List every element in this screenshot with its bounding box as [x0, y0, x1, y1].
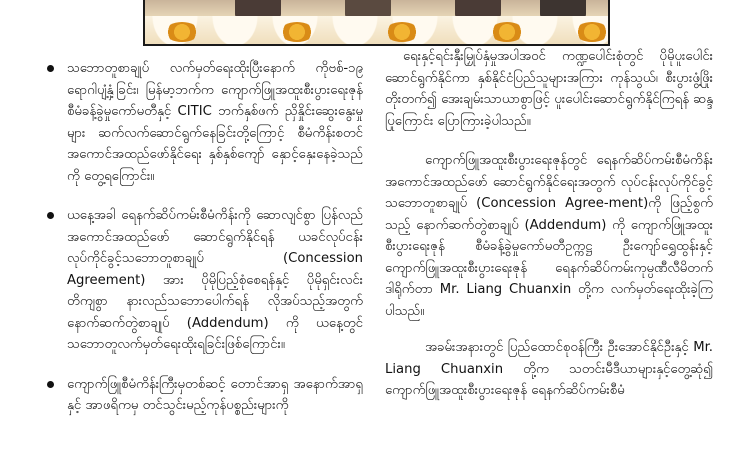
continuation-paragraph: ရေးနှင့်ရင်းနှီးမြှုပ်နှံမှုအပါအဝင် ကဏ္ဍပေါင်းစုံတွင် ပိုမိုပူးပေါင်းဆောင်ရွက်နိုင်ကာ နှစ်နိုင်ငံပြည်သူများအကြား ကုန်သွယ်၊ စီးပွားဖွံ့ဖြိုးတိုးတက်၍ အေးချမ်းသာယာစွာဖြင့် ပူးပေါင်းဆောင်ရွက်နိုင်ကြရန် ဆန္ဒပြုကြောင်း ပြောကြားခဲ့ပါသည်။ [385, 49, 713, 129]
bullet-item [45, 58, 363, 187]
bullet-item [45, 205, 363, 356]
bullet-text: ယနေ့အခါ ရေနက်ဆိပ်ကမ်းစီမံကိန်းကို ဆောလျင်စွာ ပြန်လည်အကောင်အထည်ဖော် ဆောင်ရွက်နိုင်ရန် ယခင်လုပ်ငန်းလုပ်ကိုင်ခွင့်သဘောတူစာချုပ် (Concession Agreement) အား ပိုမိုပြည့်စုံစေရန်နှင့် ပိုမိုရှင်းလင်းတိကျစွာ နားလည်သဘောပေါက်ရန် လိုအပ်သည့်အတွက် နောက်ဆက်တွဲစာချုပ် (Addendum) ကို ယနေ့တွင် သဘောတူလက်မှတ်ရေးထိုးရခြင်းဖြစ်ကြောင်း။ [67, 208, 363, 352]
right-column [385, 46, 713, 417]
bullet-dot-icon [47, 212, 54, 219]
flower-decoration [575, 22, 609, 42]
flower-decoration [165, 22, 199, 42]
event-photo [143, 0, 610, 46]
bullet-dot-icon [47, 381, 54, 388]
signing-paragraph: ကျောက်ဖြူအထူးစီးပွားရေးဇုန်တွင် ရေနက်ဆိပ်ကမ်းစီမံကိန်း အကောင်အထည်ဖော် ဆောင်ရွက်နိုင်ရေးအတွက် လုပ်ငန်းလုပ်ကိုင်ခွင့်သဘောတူစာချုပ် (Concession Agree-ment)ကို ဖြည့်စွက်သည့် နောက်ဆက်တွဲစာချုပ် (Addendum) ကို ကျောက်ဖြူအထူးစီးပွားရေးဇုန် စီမံခန့်ခွဲမှုကော်မတီဥက္ကဋ္ဌ ဦးကျော်ရွှေထွန်းနှင့် ကျောက်ဖြူအထူးစီးပွားရေးဇုန် ရေနက်ဆိပ်ကမ်းကုမ္ပဏီလီမိတက် ဒါရိုက်တာ Mr. Liang Chuanxin တို့က လက်မှတ်ရေးထိုးခဲ့ကြပါသည်။ [385, 153, 713, 319]
bullet-dot-icon [47, 65, 54, 72]
table-drape [145, 16, 608, 44]
flower-decoration [490, 22, 524, 42]
bullet-item [45, 374, 363, 417]
left-column [45, 58, 363, 435]
flower-decoration [385, 22, 419, 42]
ceremony-paragraph: အခမ်းအနားတွင် ပြည်ထောင်စုဝန်ကြီး ဦးအောင်နိုင်ဦးနှင့် Mr. Liang Chuanxin တို့က သတင်းမီဒီယာများနှင့်တွေ့ဆုံ၍ ကျောက်ဖြူအထူးစီးပွားရေးဇုန် ရေနက်ဆိပ်ကမ်းစီမံ [385, 340, 713, 398]
bullet-text: သဘောတူစာချုပ် လက်မှတ်ရေးထိုးပြီးနောက် ကိုဗစ်-၁၉ ရောဂါပျံ့နှံ့ခြင်း၊ မြန်မာ့ဘက်က ကျောက်ဖြူအထူးစီးပွားရေးဇုန် စီမံခန့်ခွဲမှုကော်မတီနှင့် CITIC ဘက်နှစ်ဖက် ညှိနှိုင်းဆွေးနွေးမှုများ ဆက်လက်ဆောင်ရွက်နေခြင်းတို့ကြောင့် စီမံကိန်းစတင်အကောင်အထည်ဖော်နိုင်ရေး နှစ်နှစ်ကျော် နှောင့်နှေးနေခဲ့သည်ကို တွေ့ရကြောင်း။ [67, 61, 363, 184]
bullet-text: ကျောက်ဖြူစီမံကိန်းကြီးမှတစ်ဆင့် တောင်အာရှ အနောက်အာရှနှင့် အာဖရိကမှ တင်သွင်းမည့်ကုန်ပစ္စည်းများကို [67, 376, 363, 413]
flower-decoration [280, 22, 314, 42]
